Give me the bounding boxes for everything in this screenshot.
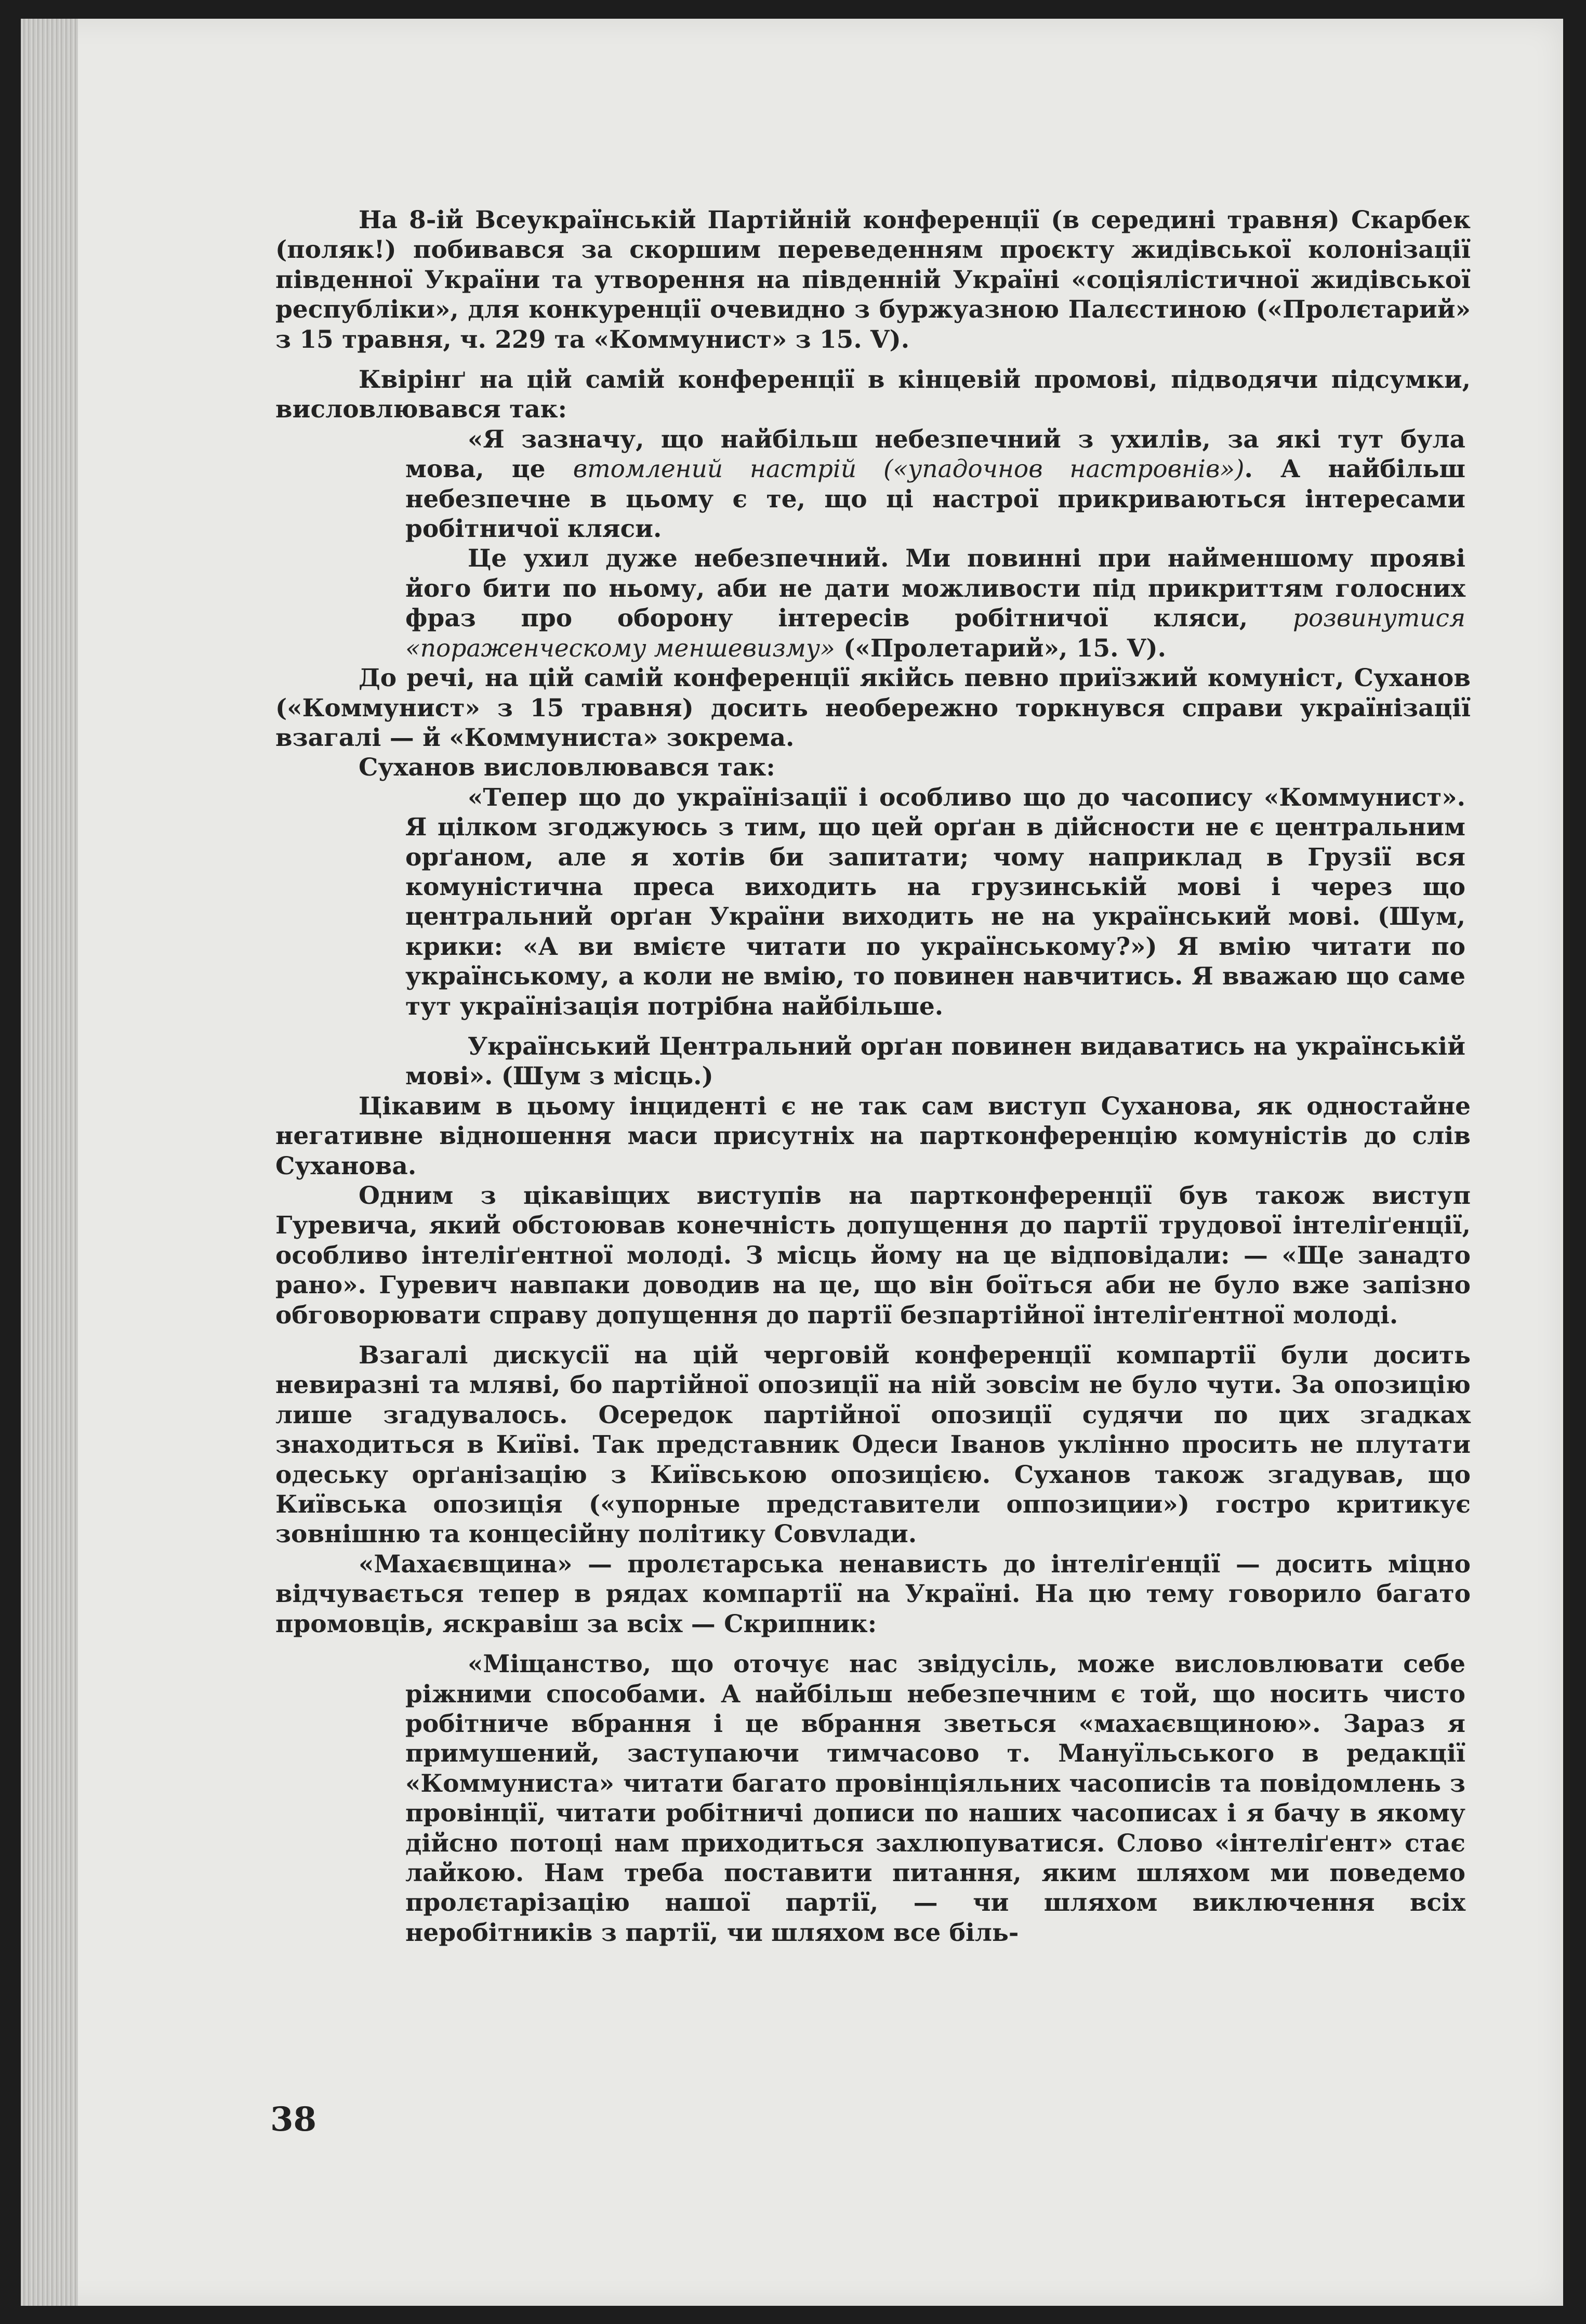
quote-paragraph: «Міщанство, що оточує нас звідусіль, може висловлювати себе ріжними способами. А найбільш небезпечним є той, що носить чисто робітниче вбрання і це вбрання зветься «махаєвщиною». Зараз я примушений, заступаючи тимчасово т. Мануїльського в редакції «Коммуниста» читати багато провінціяльних часописів та повідомлень з провінції, читати робітничі дописи по наших часописах і я бачу в якому дійсно потоці нам приходиться захлюпуватися. Слово «інтеліґент» стає лайкою. Нам треба поставити питання, яким шляхом ми поведемо пролєтарізацію нашої партії, — чи шляхом виключення всіх неробітників з партії, чи шляхом все біль- xyxy=(405,1650,1465,1947)
quote-paragraph: «Я зазначу, що найбільш небезпечний з ухилів, за які тут була мова, це втомлений настрій («упадочнов настровнів»). А найбільш небезпечне в цьому є те, що ці настрої прикриваються інтересами робітничої кляси. xyxy=(405,425,1465,544)
paragraph: Взагалі дискусії на цій черговій конференції компартії були досить невиразні та мляві, бо партійної опозиції на ній зовсім не було чути. За опозицію лише згадувалось. Осередок партійної опозиції судячи по цих згадках знаходиться в Київі. Так представник Одеси Іванов уклінно просить не плутати одеську орґанізацію з Київською опозицією. Суханов також згадував, що Київська опозиція («упорные представители оппозиции») гостро критикує зовнішню та концесійну політику Совvлади. xyxy=(275,1341,1471,1549)
body-text xyxy=(275,205,1471,1948)
paragraph: Цікавим в цьому інциденті є не так сам виступ Суханова, як одностайне негативне відношення маси присутніх на партконференцію комуністів до слів Суханова. xyxy=(275,1092,1471,1180)
italic-phrase: втомлений настрій («упадочнов настровнів») xyxy=(573,455,1245,484)
page-number: 38 xyxy=(270,2100,317,2139)
book-binding-edge xyxy=(21,19,78,2306)
italic-phrase: розвинутися «пораженческому меншевизму» xyxy=(405,604,1465,663)
quote-paragraph: Це ухил дуже небезпечний. Ми повинні при найменшому прояві його бити по ньому, аби не дати можливости під прикриттям голосних фраз про оборону інтересів робітничої кляси, розвинутися «пораженческому меншевизму» («Пролетарий», 15. V). xyxy=(405,544,1465,663)
quote-paragraph: Український Центральний орґан повинен видаватись на українській мові». (Шум з місць.) xyxy=(405,1032,1465,1091)
paragraph: Квірінґ на цій самій конференції в кінцевій промові, підводячи підсумки, висловлювався так: xyxy=(275,365,1471,424)
paragraph: На 8-ій Всеукраїнській Партійній конференції (в середині травня) Скарбек (поляк!) побивався за скоршим переведенням проєкту жидівської колонізації південної України та утворення на південній Україні «соціялістичної жидівської республіки», для конкуренції очевидно з буржуазною Палєстиною («Пролєтарий» з 15 травня, ч. 229 та «Коммунист» з 15. V). xyxy=(275,206,1471,354)
paragraph: Суханов висловлювався так: xyxy=(359,753,775,782)
paragraph: «Махаєвщина» — пролєтарська ненависть до інтеліґенції — досить міцно відчувається тепер в рядах компартії на Україні. На цю тему говорило багато промовців, яскравіш за всіх — Скрипник: xyxy=(275,1550,1471,1638)
paragraph: Одним з цікавіщих виступів на партконференції був також виступ Гуревича, який обстоював конечність допущення до партії трудової інтеліґенції, особливо інтеліґентної молоді. З місць йому на це відповідали: — «Ще занадто рано». Гуревич навпаки доводив на це, що він боїться аби не було вже запізно обговорювати справу допущення до партії безпартійної інтеліґентної молоді. xyxy=(275,1181,1471,1330)
paragraph: До речі, на цій самій конференції якійсь певно приїзжий комуніст, Суханов («Коммунист» з 15 травня) досить необережно торкнувся справи українізації взагалі — й «Коммуниста» зокрема. xyxy=(275,664,1471,752)
quote-paragraph: «Тепер що до українізації і особливо що до часопису «Коммунист». Я цілком згоджуюсь з тим, що цей орґан в дійсности не є центральним орґаном, але я хотів би запитати; чому наприклад в Грузії вся комуністична преса виходить на грузинській мові і через що центральний орґан України виходить не на український мові. (Шум, крики: «А ви вмієте читати по українському?») Я вмію читати по українському, а коли не вмію, то повинен навчитись. Я вважаю що саме тут українізація потрібна найбільше. xyxy=(405,783,1465,1021)
